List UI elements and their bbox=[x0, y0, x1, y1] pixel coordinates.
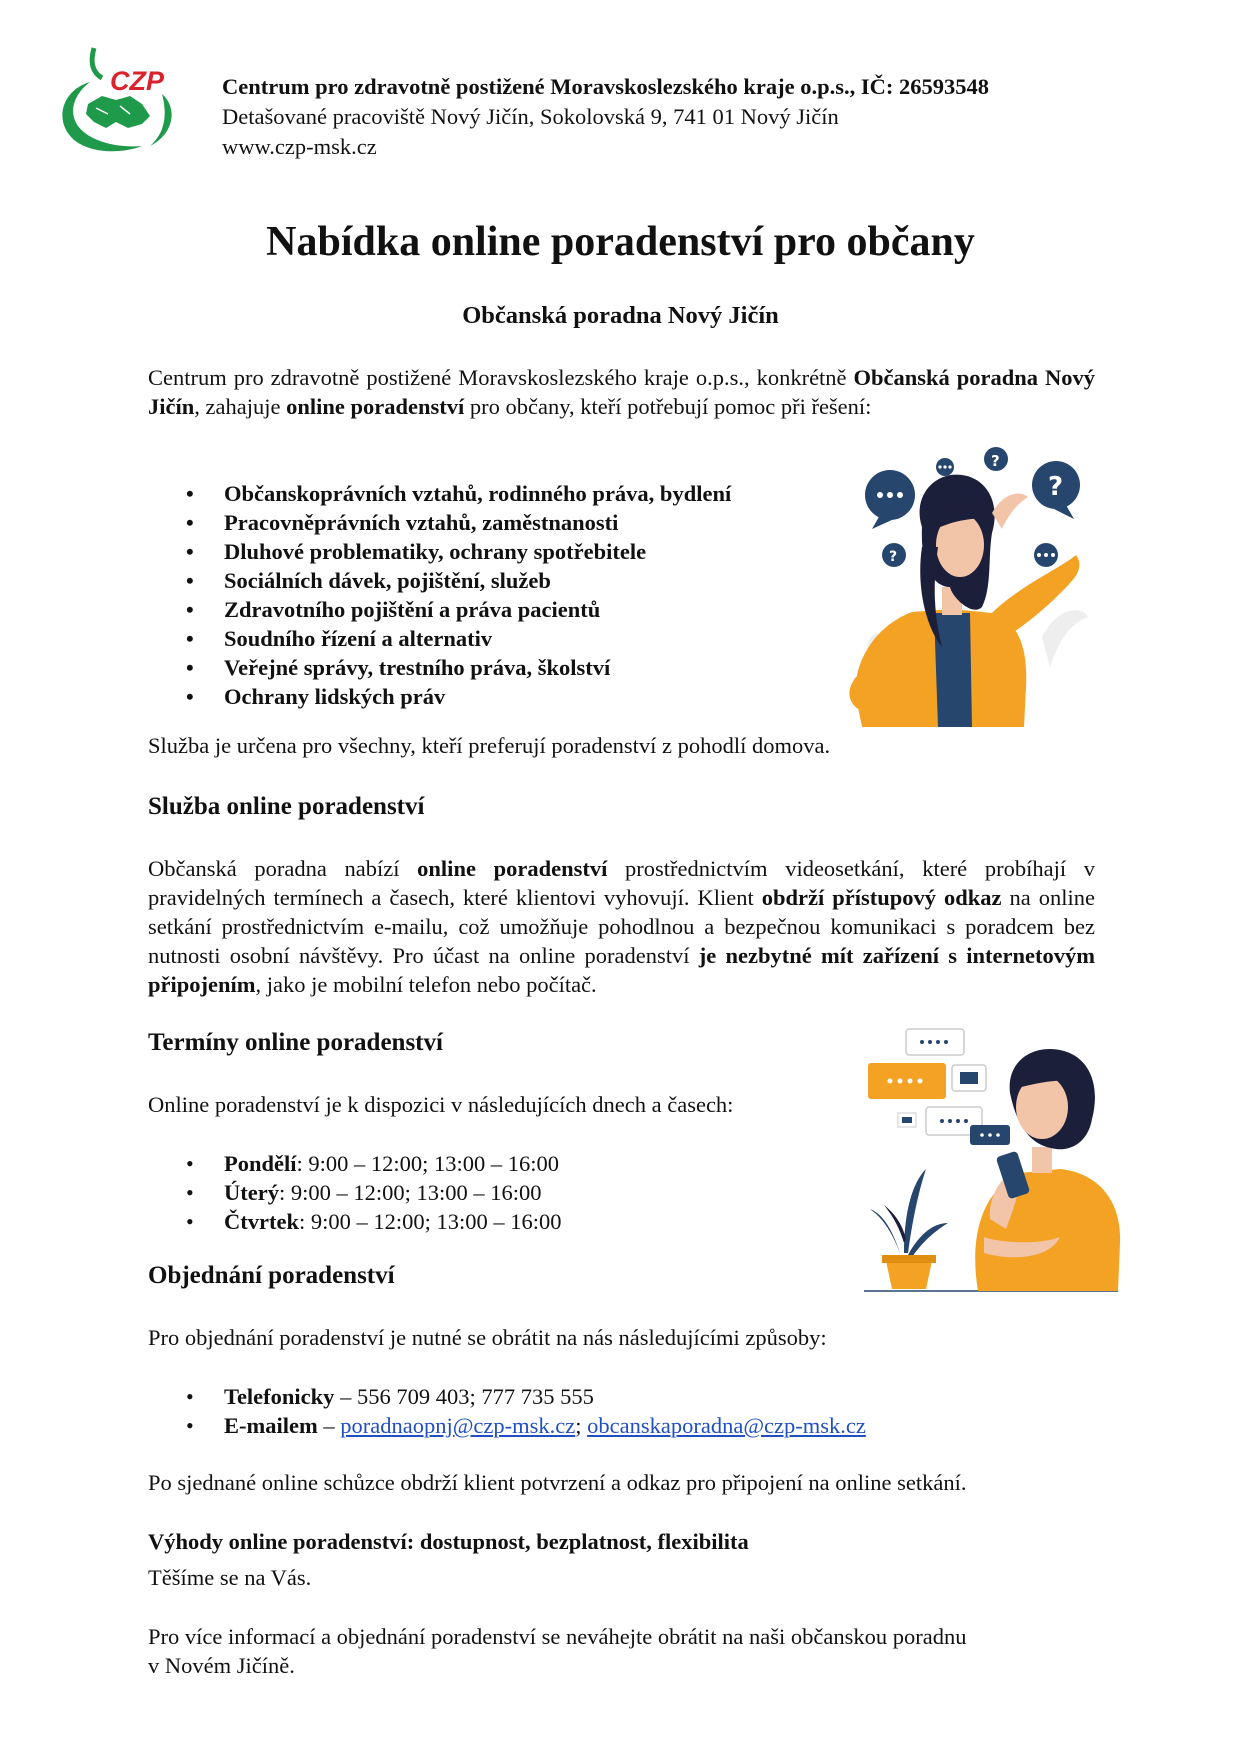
service-text-3: na online setkání prostřednictvím e-mailu, což umožňuje pohodlnou a bezpečnou komunikaci s poradcem bez nutnosti osobní návštěvy. Pro účast na online poradenství bbox=[148, 885, 1095, 968]
email-separator: ; bbox=[575, 1413, 588, 1438]
list-item bbox=[186, 1178, 562, 1207]
svg-text:?: ? bbox=[991, 452, 1000, 470]
advantages-text: Výhody online poradenství: dostupnost, bezplatnost, flexibilita bbox=[148, 1529, 749, 1554]
day-label: Úterý bbox=[224, 1180, 279, 1205]
day-hours: : 9:00 – 12:00; 13:00 – 16:00 bbox=[298, 1209, 562, 1234]
topics-list bbox=[186, 479, 731, 711]
svg-text:?: ? bbox=[1048, 472, 1064, 502]
greeting-text: Těšíme se na Vás. bbox=[148, 1565, 312, 1590]
service-text-4: , jako je mobilní telefon nebo počítač. bbox=[255, 972, 597, 997]
czp-logo bbox=[50, 42, 185, 157]
closing-line-1: Pro více informací a objednání poradenství se neváhejte obrátit na naši občanskou poradnu bbox=[148, 1624, 967, 1649]
email-link-2[interactable]: obcanskaporadna@czp-msk.cz bbox=[587, 1413, 866, 1438]
org-name-line: Centrum pro zdravotně postižené Moravskoslezského kraje o.p.s., IČ: 26593548 bbox=[222, 74, 990, 99]
org-address-line: Detašované pracoviště Nový Jičín, Sokolovská 9, 741 01 Nový Jičín bbox=[222, 104, 839, 129]
list-item: • Ochrany lidských práv bbox=[186, 682, 731, 711]
list-item: • Pracovněprávních vztahů, zaměstnanosti bbox=[186, 508, 731, 537]
phone-label: Telefonicky bbox=[224, 1384, 335, 1409]
contact-list bbox=[186, 1382, 866, 1440]
list-item: • Sociálních dávek, pojištění, služeb bbox=[186, 566, 731, 595]
service-paragraph bbox=[148, 854, 1095, 999]
list-item: • Veřejné správy, trestního práva, školství bbox=[186, 653, 731, 682]
terms-intro: Online poradenství je k dispozici v následujících dnech a časech: bbox=[148, 1092, 734, 1117]
order-intro: Pro objednání poradenství je nutné se obrátit na nás následujícími způsoby: bbox=[148, 1325, 827, 1350]
section-heading-terms: Termíny online poradenství bbox=[148, 1029, 443, 1056]
section-heading-order: Objednání poradenství bbox=[148, 1262, 395, 1289]
thinking-woman-illustration bbox=[842, 437, 1110, 727]
intro-bold-2: online poradenství bbox=[286, 394, 465, 419]
service-text-1: Občanská poradna nabízí bbox=[148, 856, 418, 881]
intro-paragraph bbox=[148, 363, 1095, 421]
page-title: Nabídka online poradenství pro občany bbox=[266, 219, 975, 265]
list-item bbox=[186, 1207, 562, 1236]
schedule-list bbox=[186, 1149, 562, 1236]
logo-text: CZP bbox=[110, 66, 164, 96]
day-hours: : 9:00 – 12:00; 13:00 – 16:00 bbox=[296, 1151, 560, 1176]
day-label: Čtvrtek bbox=[224, 1209, 299, 1234]
phone-numbers: – 556 709 403; 777 735 555 bbox=[334, 1384, 594, 1409]
page-subtitle: Občanská poradna Nový Jičín bbox=[462, 302, 779, 329]
confirmation-text: Po sjednané online schůzce obdrží klient potvrzení a odkaz pro připojení na online setkání. bbox=[148, 1470, 967, 1495]
service-bold-3: je nezbytné mít zařízení s internetovým připojením bbox=[148, 943, 1095, 997]
service-bold-1: online poradenství bbox=[417, 856, 608, 881]
list-item bbox=[186, 1411, 866, 1440]
intro-text-2: , zahajuje bbox=[194, 394, 287, 419]
list-item bbox=[186, 1382, 866, 1411]
org-website-line: www.czp-msk.cz bbox=[222, 134, 377, 159]
list-item: • Soudního řízení a alternativ bbox=[186, 624, 731, 653]
email-link-1[interactable]: poradnaopnj@czp-msk.cz bbox=[340, 1413, 576, 1438]
service-note: Služba je určena pro všechny, kteří preferují poradenství z pohodlí domova. bbox=[148, 733, 831, 758]
intro-text-3: pro občany, kteří potřebují pomoc při řešení: bbox=[464, 394, 872, 419]
list-item bbox=[186, 1149, 562, 1178]
day-label: Pondělí bbox=[224, 1151, 297, 1176]
phone-woman-illustration bbox=[860, 1023, 1122, 1293]
list-item: • Dluhové problematiky, ochrany spotřebitele bbox=[186, 537, 731, 566]
list-item: • Občanskoprávních vztahů, rodinného práva, bydlení bbox=[186, 479, 731, 508]
section-heading-service: Služba online poradenství bbox=[148, 793, 425, 820]
organization-header bbox=[222, 72, 989, 162]
day-hours: : 9:00 – 12:00; 13:00 – 16:00 bbox=[278, 1180, 542, 1205]
email-dash: – bbox=[317, 1413, 341, 1438]
intro-bold-1: Občanská poradna Nový Jičín bbox=[148, 365, 1096, 419]
email-label: E-mailem bbox=[224, 1413, 318, 1438]
intro-text-1: Centrum pro zdravotně postižené Moravskoslezského kraje o.p.s., konkrétně bbox=[148, 365, 854, 390]
svg-text:?: ? bbox=[889, 549, 898, 565]
service-bold-2: obdrží přístupový odkaz bbox=[761, 885, 1002, 910]
service-text-2: prostřednictvím videosetkání, které probíhají v pravidelných termínech a časech, které klientovi vyhovují. Klient bbox=[148, 856, 1095, 910]
closing-line-2: v Novém Jičíně. bbox=[148, 1653, 295, 1678]
list-item: • Zdravotního pojištění a práva pacientů bbox=[186, 595, 731, 624]
